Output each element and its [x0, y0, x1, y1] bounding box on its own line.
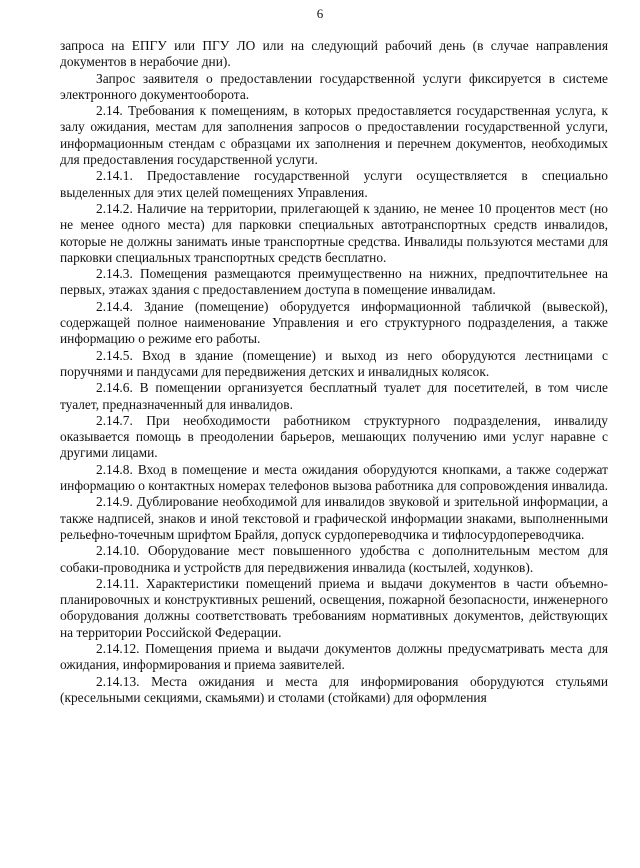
page-number: 6 — [316, 6, 324, 21]
paragraph: 2.14.11. Характеристики помещений приема и выдачи документов в части объемно-планировочных и конструктивных решений, освещения, пожарной безопасности, инженерного оборудования должны соответствовать требованиям нормативных документов, действующих на территории Российской Федерации. — [60, 575, 608, 640]
paragraph: 2.14.2. Наличие на территории, прилегающей к зданию, не менее 10 процентов мест (но не менее одного места) для парковки специальных автотранспортных средств инвалидов, которые не должны занимать иные транспортные средства. Инвалиды пользуются местами для парковки специальных транспортных средств бесплатно. — [60, 200, 608, 265]
paragraph: 2.14.5. Вход в здание (помещение) и выход из него оборудуются лестницами с поручнями и пандусами для передвижения детских и инвалидных колясок. — [60, 347, 608, 379]
paragraph: 2.14.6. В помещении организуется бесплатный туалет для посетителей, в том числе туалет, предназначенный для инвалидов. — [60, 380, 608, 412]
paragraph: Запрос заявителя о предоставлении государственной услуги фиксируется в системе электронного документооборота. — [60, 70, 608, 102]
paragraph: 2.14.8. Вход в помещение и места ожидания оборудуются кнопками, а также содержат информацию о контактных номерах телефонов вызова работника для сопровождения инвалида. — [60, 461, 609, 494]
paragraph: 2.14.4. Здание (помещение) оборудуется информационной табличкой (вывеской), содержащей полное наименование Управления и его структурного подразделения, а также информацию о режиме его работы. — [60, 298, 608, 347]
paragraph: 2.14.3. Помещения размещаются преимущественно на нижних, предпочтительнее на первых, этажах здания с предоставлением доступа в помещение инвалидам. — [60, 266, 608, 298]
paragraph: запроса на ЕПГУ или ПГУ ЛО или на следующий рабочий день (в случае направления документов в нерабочие дни). — [60, 38, 608, 70]
paragraph: 2.14. Требования к помещениям, в которых предоставляется государственная услуга, к залу ожидания, местам для заполнения запросов о предоставлении государственной услуги, информационным стендам с образцами их заполнения и перечнем документов, необходимых для предоставления государственной услуги. — [60, 103, 608, 168]
paragraph: 2.14.10. Оборудование мест повышенного удобства с дополнительным местом для собаки-проводника и устройств для передвижения инвалида (костылей, ходунков). — [60, 543, 608, 575]
paragraph: 2.14.13. Места ожидания и места для информирования оборудуются стульями (кресельными секциями, скамьями) и столами (стойками) для оформления — [60, 673, 608, 705]
paragraph: 2.14.12. Помещения приема и выдачи документов должны предусматривать места для ожидания, информирования и приема заявителей. — [60, 640, 608, 673]
paragraph: 2.14.9. Дублирование необходимой для инвалидов звуковой и зрительной информации, а также надписей, знаков и иной текстовой и графической информации знаками, выполненными рельефно-точечным шрифтом Брайля, допуск сурдопереводчика и тифлосурдопереводчика. — [60, 494, 608, 542]
paragraph: 2.14.7. При необходимости работником структурного подразделения, инвалиду оказывается помощь в преодолении барьеров, мешающих получению ими услуг наравне с другими лицами. — [60, 412, 608, 461]
paragraph: 2.14.1. Предоставление государственной услуги осуществляется в специально выделенных для этих целей помещениях Управления. — [60, 168, 608, 200]
document-body — [60, 38, 608, 706]
